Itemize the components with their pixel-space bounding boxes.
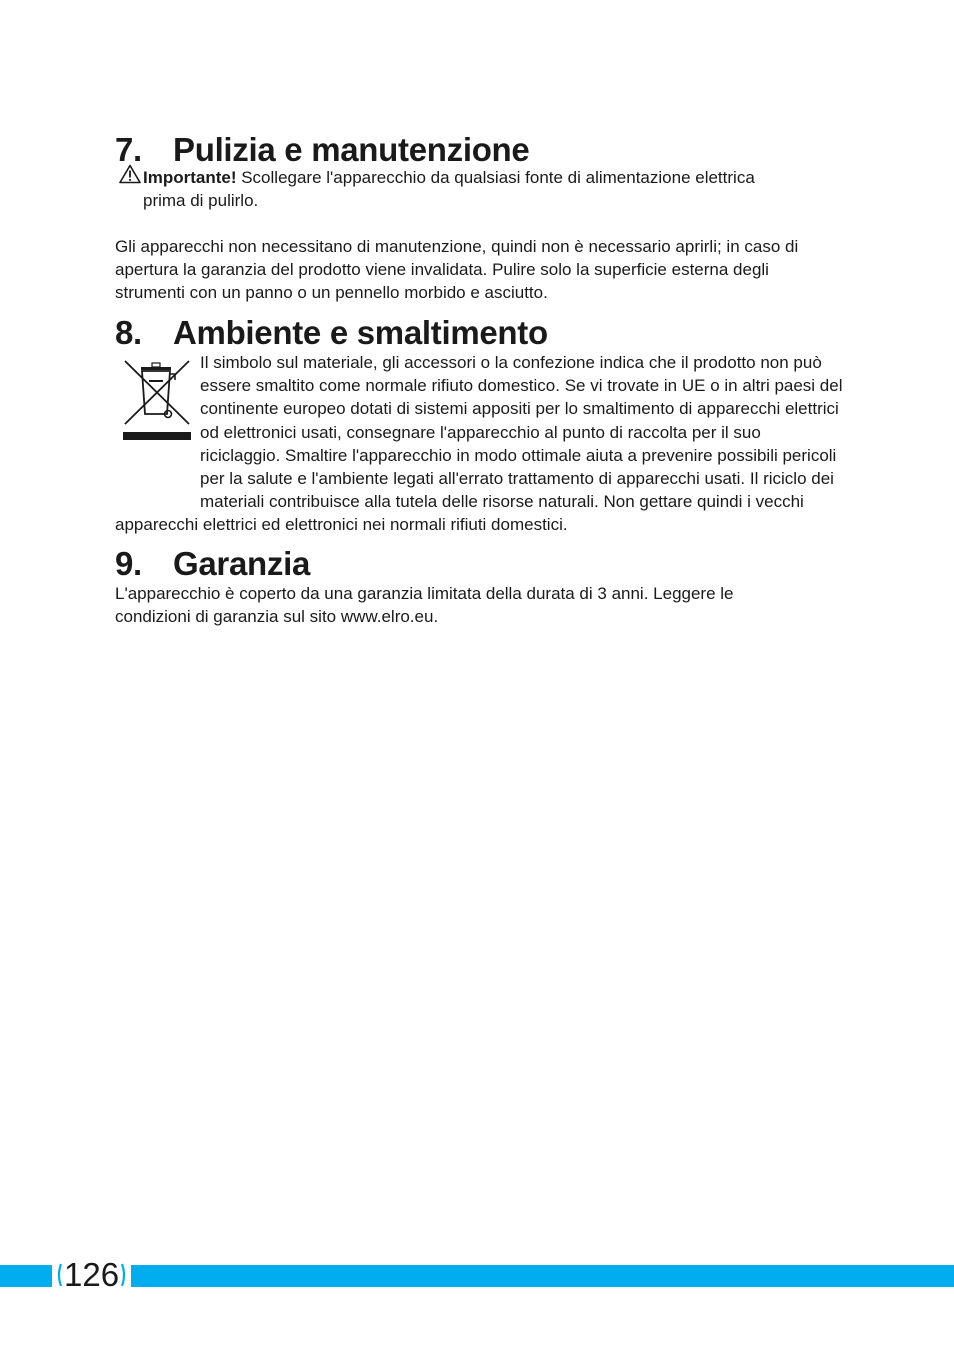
warning-notice [143,166,843,212]
section-8-heading [115,313,548,353]
warning-text: Scollegare l'apparecchio da qualsiasi fonte di alimentazione elettrica [236,168,755,187]
section-8-body: Il simbolo sul materiale, gli accessori o la confezione indica che il prodotto non può essere smaltito come normale rifiuto domestico. Se vi trovate in UE o in altri paesi del continente europeo dotati di sistemi appositi per lo smaltimento di apparecchi elettrici od elettronici usati, consegnare l'apparecchio al punto di raccolta per il suo riciclaggio. Smaltire l'apparecchio in modo ottimale aiuta a prevenire possibili pericoli per la salute e l'ambiente legati all'errato trattamento di apparecchi usati. Il riciclo dei materiali contribuisce alla tutela delle risorse naturali. Non gettare quindi i vecchi apparecchi elettrici ed elettronici nei normali rifiuti domestici. [115,353,843,535]
section-8-title: Ambiente e smaltimento [173,314,548,351]
right-bracket-icon [121,1263,127,1287]
section-8-body-wrapper [115,351,845,537]
page-number-box [52,1257,131,1293]
section-9-heading [115,544,310,584]
section-8-number: 8. [115,314,142,351]
section-7-title: Pulizia e manutenzione [173,131,530,168]
section-9-title: Garanzia [173,545,310,582]
section-9-number: 9. [115,545,142,582]
icon-spacer [115,351,200,491]
section-7-body: Gli apparecchi non necessitano di manutenzione, quindi non è necessario aprirli; in caso di apertura la garanzia del prodotto viene invalidata. Pulire solo la superficie esterna degli strumenti con un panno o un pennello morbido e asciutto. [115,237,799,303]
warning-text-continued: prima di pulirlo. [143,191,259,211]
page-number: 126 [64,1256,120,1293]
section-7-number: 7. [115,131,142,168]
warning-triangle-icon [119,164,141,184]
footer-bar [0,1265,954,1287]
section-7-heading [115,130,529,170]
warning-label: Importante! [143,168,237,187]
section-9-body: L'apparecchio è coperto da una garanzia limitata della durata di 3 anni. Leggere le condizioni di garanzia sul sito www.elro.eu. [115,584,734,627]
